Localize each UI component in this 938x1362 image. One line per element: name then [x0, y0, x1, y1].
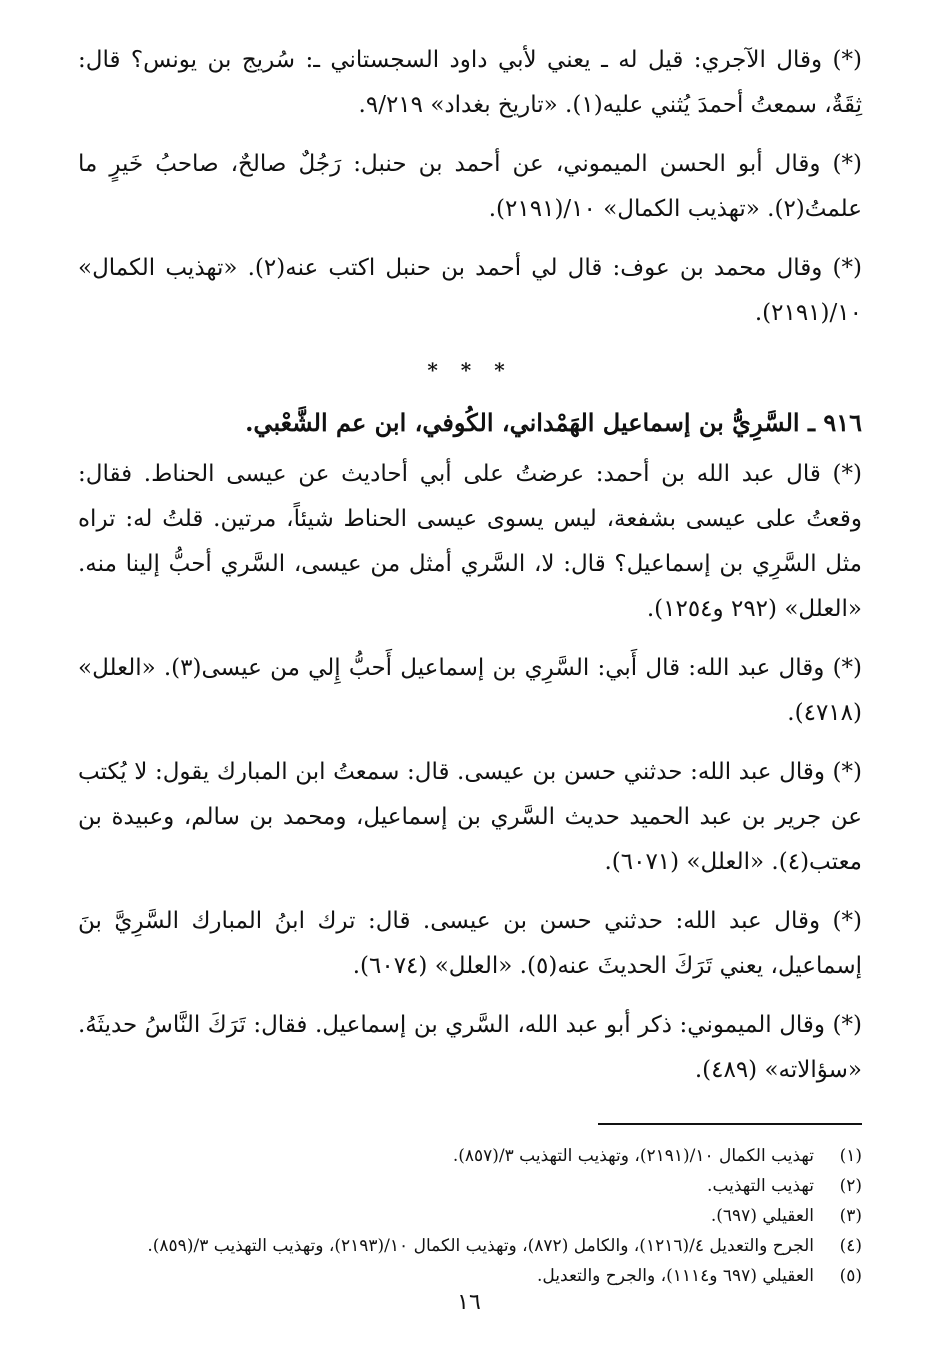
section-separator: * * *	[427, 358, 513, 382]
book-page	[78, 38, 862, 1362]
entry-heading: ٩١٦ ـ السَّرِيُّ بن إسماعيل الهَمْداني، الكُوفي، ابن عم الشَّعْبي.	[245, 408, 862, 437]
footnote	[78, 1141, 862, 1171]
footnote-number: (١)	[839, 1146, 862, 1166]
footnote-number: (٣)	[839, 1206, 862, 1226]
footnote	[78, 1201, 862, 1231]
footnote	[78, 1261, 862, 1291]
footnote-text: العقيلي (٦٩٧).	[710, 1206, 814, 1226]
footnote-number: (٢)	[839, 1176, 862, 1196]
paragraph-maymuni: (*) وقال أبو الحسن الميموني، عن أحمد بن حنبل: رَجُلٌ صالحٌ، صاحبُ خَيرٍ ما علمتُ(٢). «تهذيب الكمال» ١٠/(٢١٩١).	[78, 151, 862, 222]
footnote-text: العقيلي (٦٩٧ و١١١٤)، والجرح والتعديل.	[537, 1266, 814, 1286]
paragraph-ibn-awf: (*) وقال محمد بن عوف: قال لي أحمد بن حنبل اكتب عنه(٢). «تهذيب الكمال» ١٠/(٢١٩١).	[78, 255, 862, 326]
paragraph-abdullah-3: (*) وقال عبد الله: حدثني حسن بن عيسى. قال: سمعتُ ابن المبارك يقول: لا يُكتب عن جرير بن عبد الحميد حديث السَّري بن إسماعيل، ومحمد بن سالم، وعبيدة بن معتب(٤). «العلل» (٦٠٧١).	[78, 759, 862, 875]
paragraph-abdullah-4: (*) وقال عبد الله: حدثني حسن بن عيسى. قال: ترك ابنُ المبارك السَّرِيَّ بنَ إسماعيل، يعني تَرَكَ الحديثَ عنه(٥). «العلل» (٦٠٧٤).	[78, 908, 862, 979]
paragraph-abdullah-1: (*) قال عبد الله بن أحمد: عرضتُ على أبي أحاديث عن عيسى الحناط. فقال: وقعتُ على عيسى بشفعة، ليس يسوى عيسى الحناط شيئاً، مرتين. قلتُ له: تراه مثل السَّرِي بن إسماعيل؟ قال: لا، السَّري أمثل من عيسى، السَّري أحبُّ إلينا منه. «العلل» (٢٩٢ و١٢٥٤).	[78, 461, 862, 622]
footnote-number: (٥)	[839, 1266, 862, 1286]
footnote-text: تهذيب التهذيب.	[707, 1176, 814, 1196]
paragraph-maymuni-2: (*) وقال الميموني: ذكر أبو عبد الله، السَّري بن إسماعيل. فقال: تَرَكَ النَّاسُ حديثَهُ. «سؤالاته» (٤٨٩).	[78, 1012, 862, 1083]
footnotes	[78, 1141, 862, 1291]
footnote	[78, 1231, 862, 1261]
footnote-number: (٤)	[839, 1236, 862, 1256]
paragraph-abdullah-2: (*) وقال عبد الله: قال أَبي: السَّرِي بن إسماعيل أَحبُّ إِلي من عيسى(٣). «العلل» (٤٧١٨).	[78, 655, 863, 726]
footnote-text: تهذيب الكمال ١٠/(٢١٩١)، وتهذيب التهذيب ٣/(٨٥٧).	[452, 1146, 814, 1166]
page-number: ١٦	[457, 1290, 481, 1315]
footnote	[78, 1171, 862, 1201]
footnote-text: الجرح والتعديل ٤/(١٢١٦)، والكامل (٨٧٢)، وتهذيب الكمال ١٠/(٢١٩٣)، وتهذيب التهذيب ٣/(٨٥٩).	[147, 1236, 814, 1256]
footnote-divider	[598, 1123, 862, 1125]
paragraph-ajurri: (*) وقال الآجري: قيل له ـ يعني لأبي داود السجستاني ـ: سُريج بن يونس؟ قال: ثِقَةٌ، سمعتُ أحمدَ يُثني عليه(١). «تاريخ بغداد» ٩/٢١٩.	[78, 47, 862, 118]
